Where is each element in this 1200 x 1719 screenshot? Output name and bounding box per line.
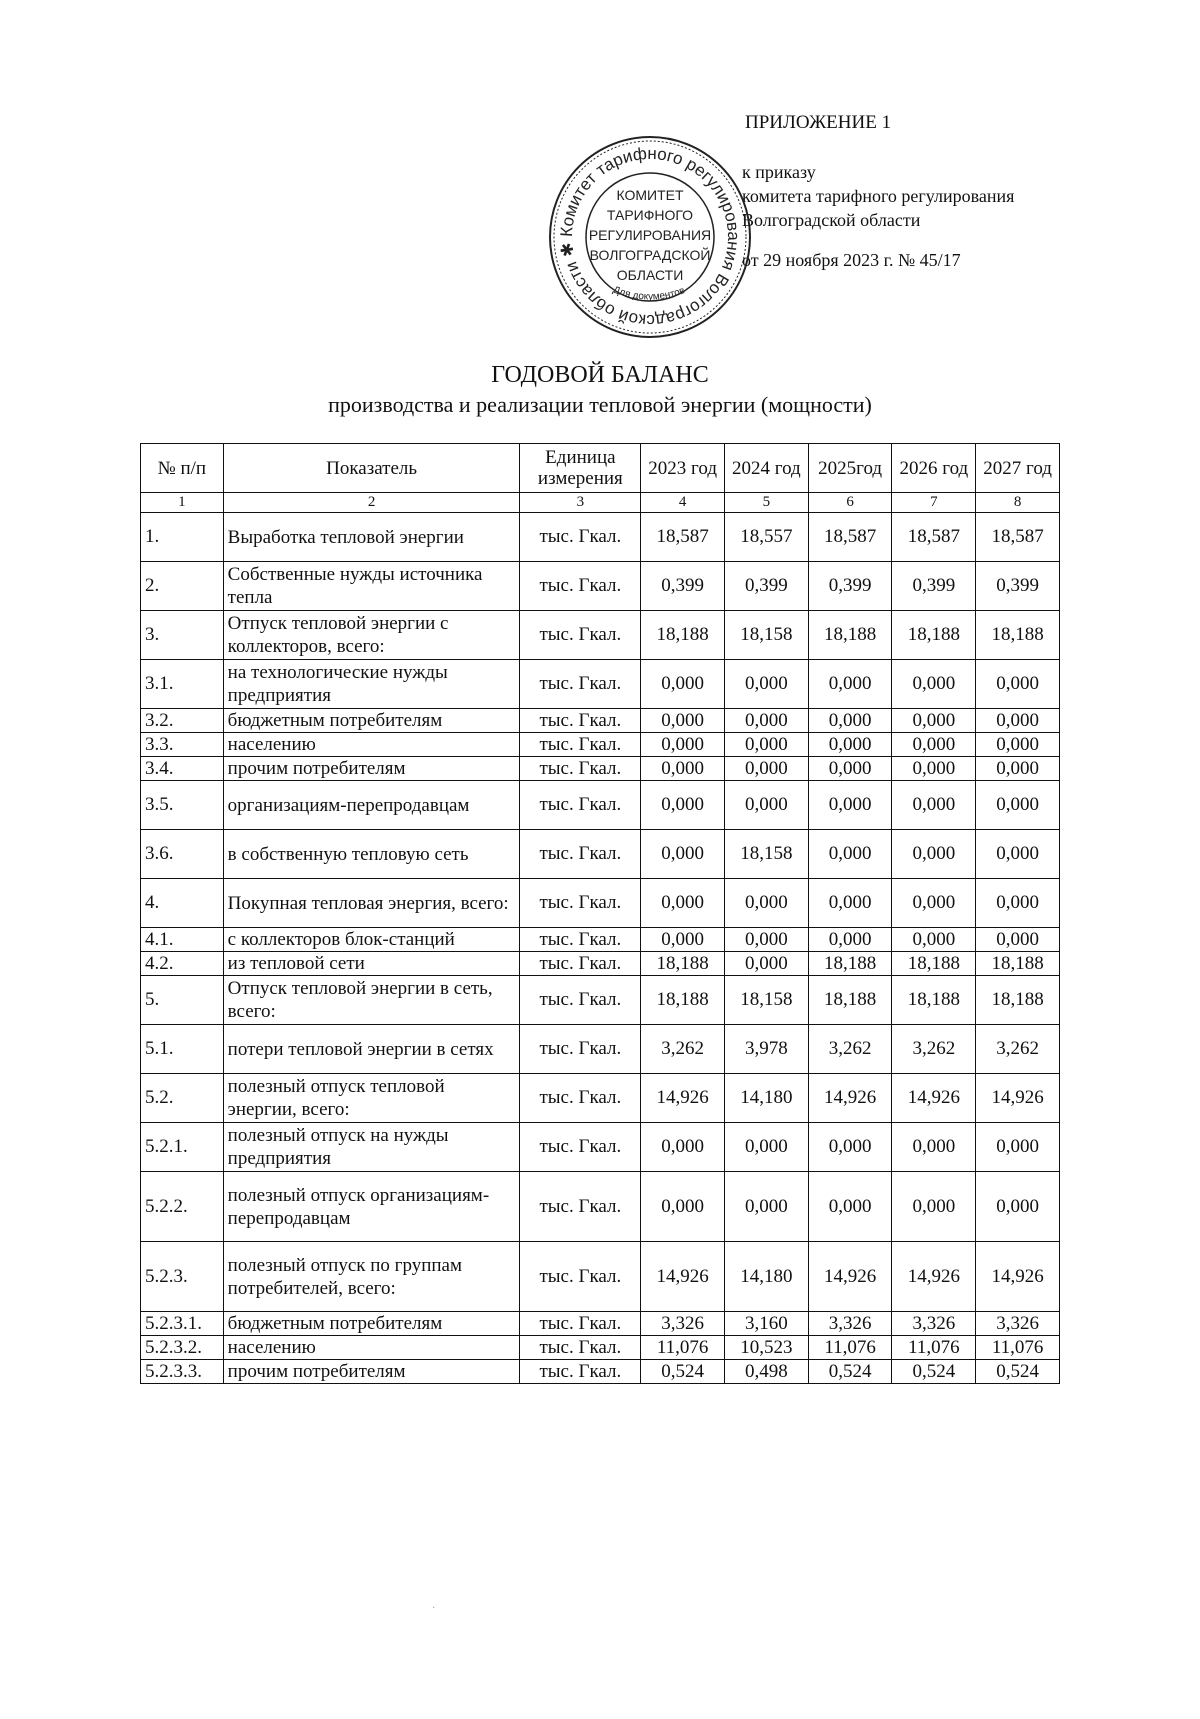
row-indicator: Отпуск тепловой энергии в сеть, всего: xyxy=(223,976,520,1025)
row-unit: тыс. Гкал. xyxy=(520,1312,641,1336)
header-year: 2025год xyxy=(808,444,892,493)
row-indicator: полезный отпуск тепловой энергии, всего: xyxy=(223,1074,520,1123)
row-value: 0,000 xyxy=(808,830,892,879)
table-row xyxy=(141,952,1060,976)
row-value: 18,587 xyxy=(641,513,725,562)
row-value: 18,587 xyxy=(976,513,1060,562)
table-row xyxy=(141,611,1060,660)
svg-text:ОБЛАСТИ: ОБЛАСТИ xyxy=(616,267,684,283)
row-unit: тыс. Гкал. xyxy=(520,952,641,976)
svg-text:ТАРИФНОГО: ТАРИФНОГО xyxy=(606,207,694,223)
row-value: 0,000 xyxy=(725,781,809,830)
row-value: 14,926 xyxy=(976,1242,1060,1312)
row-indicator: бюджетным потребителям xyxy=(223,709,520,733)
table-row xyxy=(141,830,1060,879)
row-value: 0,000 xyxy=(976,733,1060,757)
row-value: 0,000 xyxy=(976,928,1060,952)
row-value: 0,000 xyxy=(808,1123,892,1172)
row-indicator: в собственную тепловую сеть xyxy=(223,830,520,879)
row-value: 0,524 xyxy=(892,1360,976,1384)
column-index: 3 xyxy=(520,493,641,513)
row-number: 3.5. xyxy=(141,781,224,830)
header-year: 2027 год xyxy=(976,444,1060,493)
row-value: 0,000 xyxy=(641,781,725,830)
table-row xyxy=(141,709,1060,733)
row-value: 3,326 xyxy=(808,1312,892,1336)
order-line: комитета тарифного регулирования xyxy=(742,186,1015,206)
row-indicator: прочим потребителям xyxy=(223,757,520,781)
row-indicator: населению xyxy=(223,1336,520,1360)
row-unit: тыс. Гкал. xyxy=(520,709,641,733)
row-value: 0,000 xyxy=(976,1172,1060,1242)
svg-text:КОМИТЕТ: КОМИТЕТ xyxy=(616,187,684,203)
table-row xyxy=(141,757,1060,781)
row-value: 3,326 xyxy=(892,1312,976,1336)
row-value: 0,000 xyxy=(641,830,725,879)
row-value: 11,076 xyxy=(808,1336,892,1360)
row-value: 11,076 xyxy=(892,1336,976,1360)
svg-text:РЕГУЛИРОВАНИЯ: РЕГУЛИРОВАНИЯ xyxy=(588,227,712,243)
row-value: 0,000 xyxy=(725,952,809,976)
row-value: 0,000 xyxy=(808,879,892,928)
row-indicator: организациям-перепродавцам xyxy=(223,781,520,830)
appendix-title: ПРИЛОЖЕНИЕ 1 xyxy=(745,112,892,133)
row-unit: тыс. Гкал. xyxy=(520,1172,641,1242)
row-value: 0,000 xyxy=(725,928,809,952)
row-value: 0,000 xyxy=(641,757,725,781)
row-indicator: Выработка тепловой энергии xyxy=(223,513,520,562)
row-value: 0,000 xyxy=(808,757,892,781)
row-number: 5.2. xyxy=(141,1074,224,1123)
row-value: 14,926 xyxy=(892,1242,976,1312)
row-value: 3,326 xyxy=(641,1312,725,1336)
row-value: 18,188 xyxy=(976,611,1060,660)
table-row xyxy=(141,562,1060,611)
row-value: 18,587 xyxy=(892,513,976,562)
row-value: 11,076 xyxy=(976,1336,1060,1360)
row-number: 5.2.3. xyxy=(141,1242,224,1312)
row-value: 0,000 xyxy=(725,709,809,733)
row-value: 0,000 xyxy=(892,709,976,733)
header-indicator: Показатель xyxy=(223,444,520,493)
row-value: 0,000 xyxy=(892,830,976,879)
row-indicator: из тепловой сети xyxy=(223,952,520,976)
row-value: 18,188 xyxy=(808,611,892,660)
row-value: 3,262 xyxy=(641,1025,725,1074)
row-value: 0,000 xyxy=(808,928,892,952)
row-value: 0,000 xyxy=(641,1123,725,1172)
row-value: 0,000 xyxy=(725,1172,809,1242)
row-value: 0,000 xyxy=(892,781,976,830)
row-value: 0,000 xyxy=(725,660,809,709)
row-unit: тыс. Гкал. xyxy=(520,781,641,830)
table-header-row xyxy=(141,444,1060,493)
row-unit: тыс. Гкал. xyxy=(520,513,641,562)
row-value: 14,926 xyxy=(808,1074,892,1123)
seal-center-text xyxy=(589,187,711,283)
svg-text:ВОЛГОГРАДСКОЙ: ВОЛГОГРАДСКОЙ xyxy=(589,247,711,263)
table-row xyxy=(141,976,1060,1025)
row-number: 5.1. xyxy=(141,1025,224,1074)
row-number: 4.2. xyxy=(141,952,224,976)
row-value: 18,587 xyxy=(808,513,892,562)
row-value: 0,000 xyxy=(808,733,892,757)
row-value: 14,180 xyxy=(725,1242,809,1312)
row-value: 0,000 xyxy=(892,660,976,709)
row-value: 10,523 xyxy=(725,1336,809,1360)
order-date: от 29 ноября 2023 г. № 45/17 xyxy=(742,250,961,270)
row-value: 0,524 xyxy=(641,1360,725,1384)
seal-bottom-text: Для документов xyxy=(611,284,687,303)
table-row xyxy=(141,879,1060,928)
column-index: 8 xyxy=(976,493,1060,513)
row-value: 3,160 xyxy=(725,1312,809,1336)
row-value: 0,000 xyxy=(892,1172,976,1242)
row-value: 3,262 xyxy=(892,1025,976,1074)
row-value: 14,926 xyxy=(892,1074,976,1123)
row-number: 5.2.3.2. xyxy=(141,1336,224,1360)
row-value: 18,188 xyxy=(976,976,1060,1025)
row-value: 0,000 xyxy=(641,928,725,952)
row-unit: тыс. Гкал. xyxy=(520,1025,641,1074)
seal-ring-text: Комитет тарифного регулирования Волгоградской области ✱ xyxy=(556,143,744,331)
header-year: 2026 год xyxy=(892,444,976,493)
header-unit: Единица измерения xyxy=(520,444,641,493)
row-unit: тыс. Гкал. xyxy=(520,1360,641,1384)
row-value: 0,000 xyxy=(892,928,976,952)
row-value: 14,926 xyxy=(641,1074,725,1123)
row-value: 0,000 xyxy=(808,1172,892,1242)
row-value: 0,399 xyxy=(976,562,1060,611)
row-number: 4.1. xyxy=(141,928,224,952)
row-value: 0,000 xyxy=(641,709,725,733)
row-value: 0,399 xyxy=(808,562,892,611)
row-unit: тыс. Гкал. xyxy=(520,660,641,709)
row-indicator: на технологические нужды предприятия xyxy=(223,660,520,709)
balance-table xyxy=(140,443,1060,1384)
table-row xyxy=(141,733,1060,757)
row-number: 3.4. xyxy=(141,757,224,781)
row-value: 0,000 xyxy=(808,781,892,830)
row-value: 18,188 xyxy=(892,611,976,660)
row-unit: тыс. Гкал. xyxy=(520,1074,641,1123)
header-year: 2024 год xyxy=(725,444,809,493)
row-value: 0,000 xyxy=(641,1172,725,1242)
table-row xyxy=(141,1074,1060,1123)
table-row xyxy=(141,660,1060,709)
column-index: 6 xyxy=(808,493,892,513)
row-indicator: населению xyxy=(223,733,520,757)
row-value: 18,188 xyxy=(892,952,976,976)
table-row xyxy=(141,1123,1060,1172)
row-value: 18,557 xyxy=(725,513,809,562)
column-index: 5 xyxy=(725,493,809,513)
row-indicator: прочим потребителям xyxy=(223,1360,520,1384)
table-row xyxy=(141,781,1060,830)
row-value: 14,926 xyxy=(808,1242,892,1312)
table-row xyxy=(141,1360,1060,1384)
row-unit: тыс. Гкал. xyxy=(520,733,641,757)
row-value: 0,000 xyxy=(641,879,725,928)
row-unit: тыс. Гкал. xyxy=(520,830,641,879)
row-indicator: Покупная тепловая энергия, всего: xyxy=(223,879,520,928)
row-value: 0,000 xyxy=(725,879,809,928)
row-number: 3.1. xyxy=(141,660,224,709)
row-value: 18,188 xyxy=(641,611,725,660)
row-value: 18,188 xyxy=(641,976,725,1025)
row-value: 0,000 xyxy=(725,1123,809,1172)
row-value: 14,926 xyxy=(641,1242,725,1312)
row-number: 3.3. xyxy=(141,733,224,757)
row-number: 2. xyxy=(141,562,224,611)
row-indicator: полезный отпуск на нужды предприятия xyxy=(223,1123,520,1172)
row-value: 0,000 xyxy=(892,879,976,928)
row-number: 5.2.2. xyxy=(141,1172,224,1242)
row-indicator: полезный отпуск организациям-перепродавцам xyxy=(223,1172,520,1242)
row-value: 0,000 xyxy=(892,757,976,781)
row-value: 18,158 xyxy=(725,611,809,660)
row-indicator: полезный отпуск по группам потребителей, всего: xyxy=(223,1242,520,1312)
row-value: 0,000 xyxy=(892,733,976,757)
scan-dot: · xyxy=(432,1603,436,1614)
row-value: 0,000 xyxy=(976,1123,1060,1172)
row-value: 0,000 xyxy=(808,660,892,709)
order-line: к приказу xyxy=(742,162,816,182)
table-row xyxy=(141,1242,1060,1312)
row-value: 0,000 xyxy=(976,709,1060,733)
row-number: 5.2.3.3. xyxy=(141,1360,224,1384)
row-value: 0,524 xyxy=(808,1360,892,1384)
row-value: 0,000 xyxy=(808,709,892,733)
row-value: 0,000 xyxy=(976,757,1060,781)
row-value: 0,000 xyxy=(892,1123,976,1172)
row-indicator: Отпуск тепловой энергии с коллекторов, всего: xyxy=(223,611,520,660)
row-number: 3.2. xyxy=(141,709,224,733)
row-indicator: потери тепловой энергии в сетях xyxy=(223,1025,520,1074)
row-indicator: бюджетным потребителям xyxy=(223,1312,520,1336)
row-value: 11,076 xyxy=(641,1336,725,1360)
row-value: 18,158 xyxy=(725,830,809,879)
row-value: 0,000 xyxy=(976,781,1060,830)
row-number: 5. xyxy=(141,976,224,1025)
row-unit: тыс. Гкал. xyxy=(520,928,641,952)
header-year: 2023 год xyxy=(641,444,725,493)
row-number: 3.6. xyxy=(141,830,224,879)
document-subtitle: производства и реализации тепловой энергии (мощности) xyxy=(328,392,872,417)
row-value: 18,188 xyxy=(641,952,725,976)
row-value: 0,524 xyxy=(976,1360,1060,1384)
row-value: 0,000 xyxy=(976,830,1060,879)
row-unit: тыс. Гкал. xyxy=(520,562,641,611)
row-unit: тыс. Гкал. xyxy=(520,611,641,660)
row-value: 0,399 xyxy=(892,562,976,611)
row-number: 4. xyxy=(141,879,224,928)
row-value: 18,188 xyxy=(892,976,976,1025)
row-value: 0,000 xyxy=(641,733,725,757)
row-value: 0,399 xyxy=(725,562,809,611)
row-value: 0,000 xyxy=(725,757,809,781)
order-line: Волгоградской области xyxy=(742,210,921,230)
header-num: № п/п xyxy=(141,444,224,493)
row-number: 5.2.1. xyxy=(141,1123,224,1172)
row-value: 3,262 xyxy=(808,1025,892,1074)
document-title: ГОДОВОЙ БАЛАНС xyxy=(491,362,709,388)
table-row xyxy=(141,1025,1060,1074)
order-reference xyxy=(742,160,1014,272)
column-index: 2 xyxy=(223,493,520,513)
column-index: 1 xyxy=(141,493,224,513)
row-value: 0,000 xyxy=(725,733,809,757)
row-unit: тыс. Гкал. xyxy=(520,1242,641,1312)
table-row xyxy=(141,1172,1060,1242)
row-number: 3. xyxy=(141,611,224,660)
row-unit: тыс. Гкал. xyxy=(520,1336,641,1360)
row-unit: тыс. Гкал. xyxy=(520,879,641,928)
row-value: 18,188 xyxy=(976,952,1060,976)
column-index-row xyxy=(141,493,1060,513)
row-value: 0,498 xyxy=(725,1360,809,1384)
row-value: 3,978 xyxy=(725,1025,809,1074)
row-number: 1. xyxy=(141,513,224,562)
row-value: 0,000 xyxy=(641,660,725,709)
row-number: 5.2.3.1. xyxy=(141,1312,224,1336)
row-indicator: Собственные нужды источника тепла xyxy=(223,562,520,611)
table-row xyxy=(141,513,1060,562)
table-row xyxy=(141,928,1060,952)
column-index: 4 xyxy=(641,493,725,513)
row-value: 0,399 xyxy=(641,562,725,611)
column-index: 7 xyxy=(892,493,976,513)
row-value: 14,180 xyxy=(725,1074,809,1123)
row-value: 18,158 xyxy=(725,976,809,1025)
row-value: 18,188 xyxy=(808,976,892,1025)
table-row xyxy=(141,1312,1060,1336)
official-seal xyxy=(545,132,755,342)
row-unit: тыс. Гкал. xyxy=(520,976,641,1025)
row-unit: тыс. Гкал. xyxy=(520,757,641,781)
row-unit: тыс. Гкал. xyxy=(520,1123,641,1172)
row-value: 3,326 xyxy=(976,1312,1060,1336)
row-value: 3,262 xyxy=(976,1025,1060,1074)
row-value: 14,926 xyxy=(976,1074,1060,1123)
row-value: 0,000 xyxy=(976,660,1060,709)
row-indicator: с коллекторов блок-станций xyxy=(223,928,520,952)
table-row xyxy=(141,1336,1060,1360)
row-value: 18,188 xyxy=(808,952,892,976)
row-value: 0,000 xyxy=(976,879,1060,928)
